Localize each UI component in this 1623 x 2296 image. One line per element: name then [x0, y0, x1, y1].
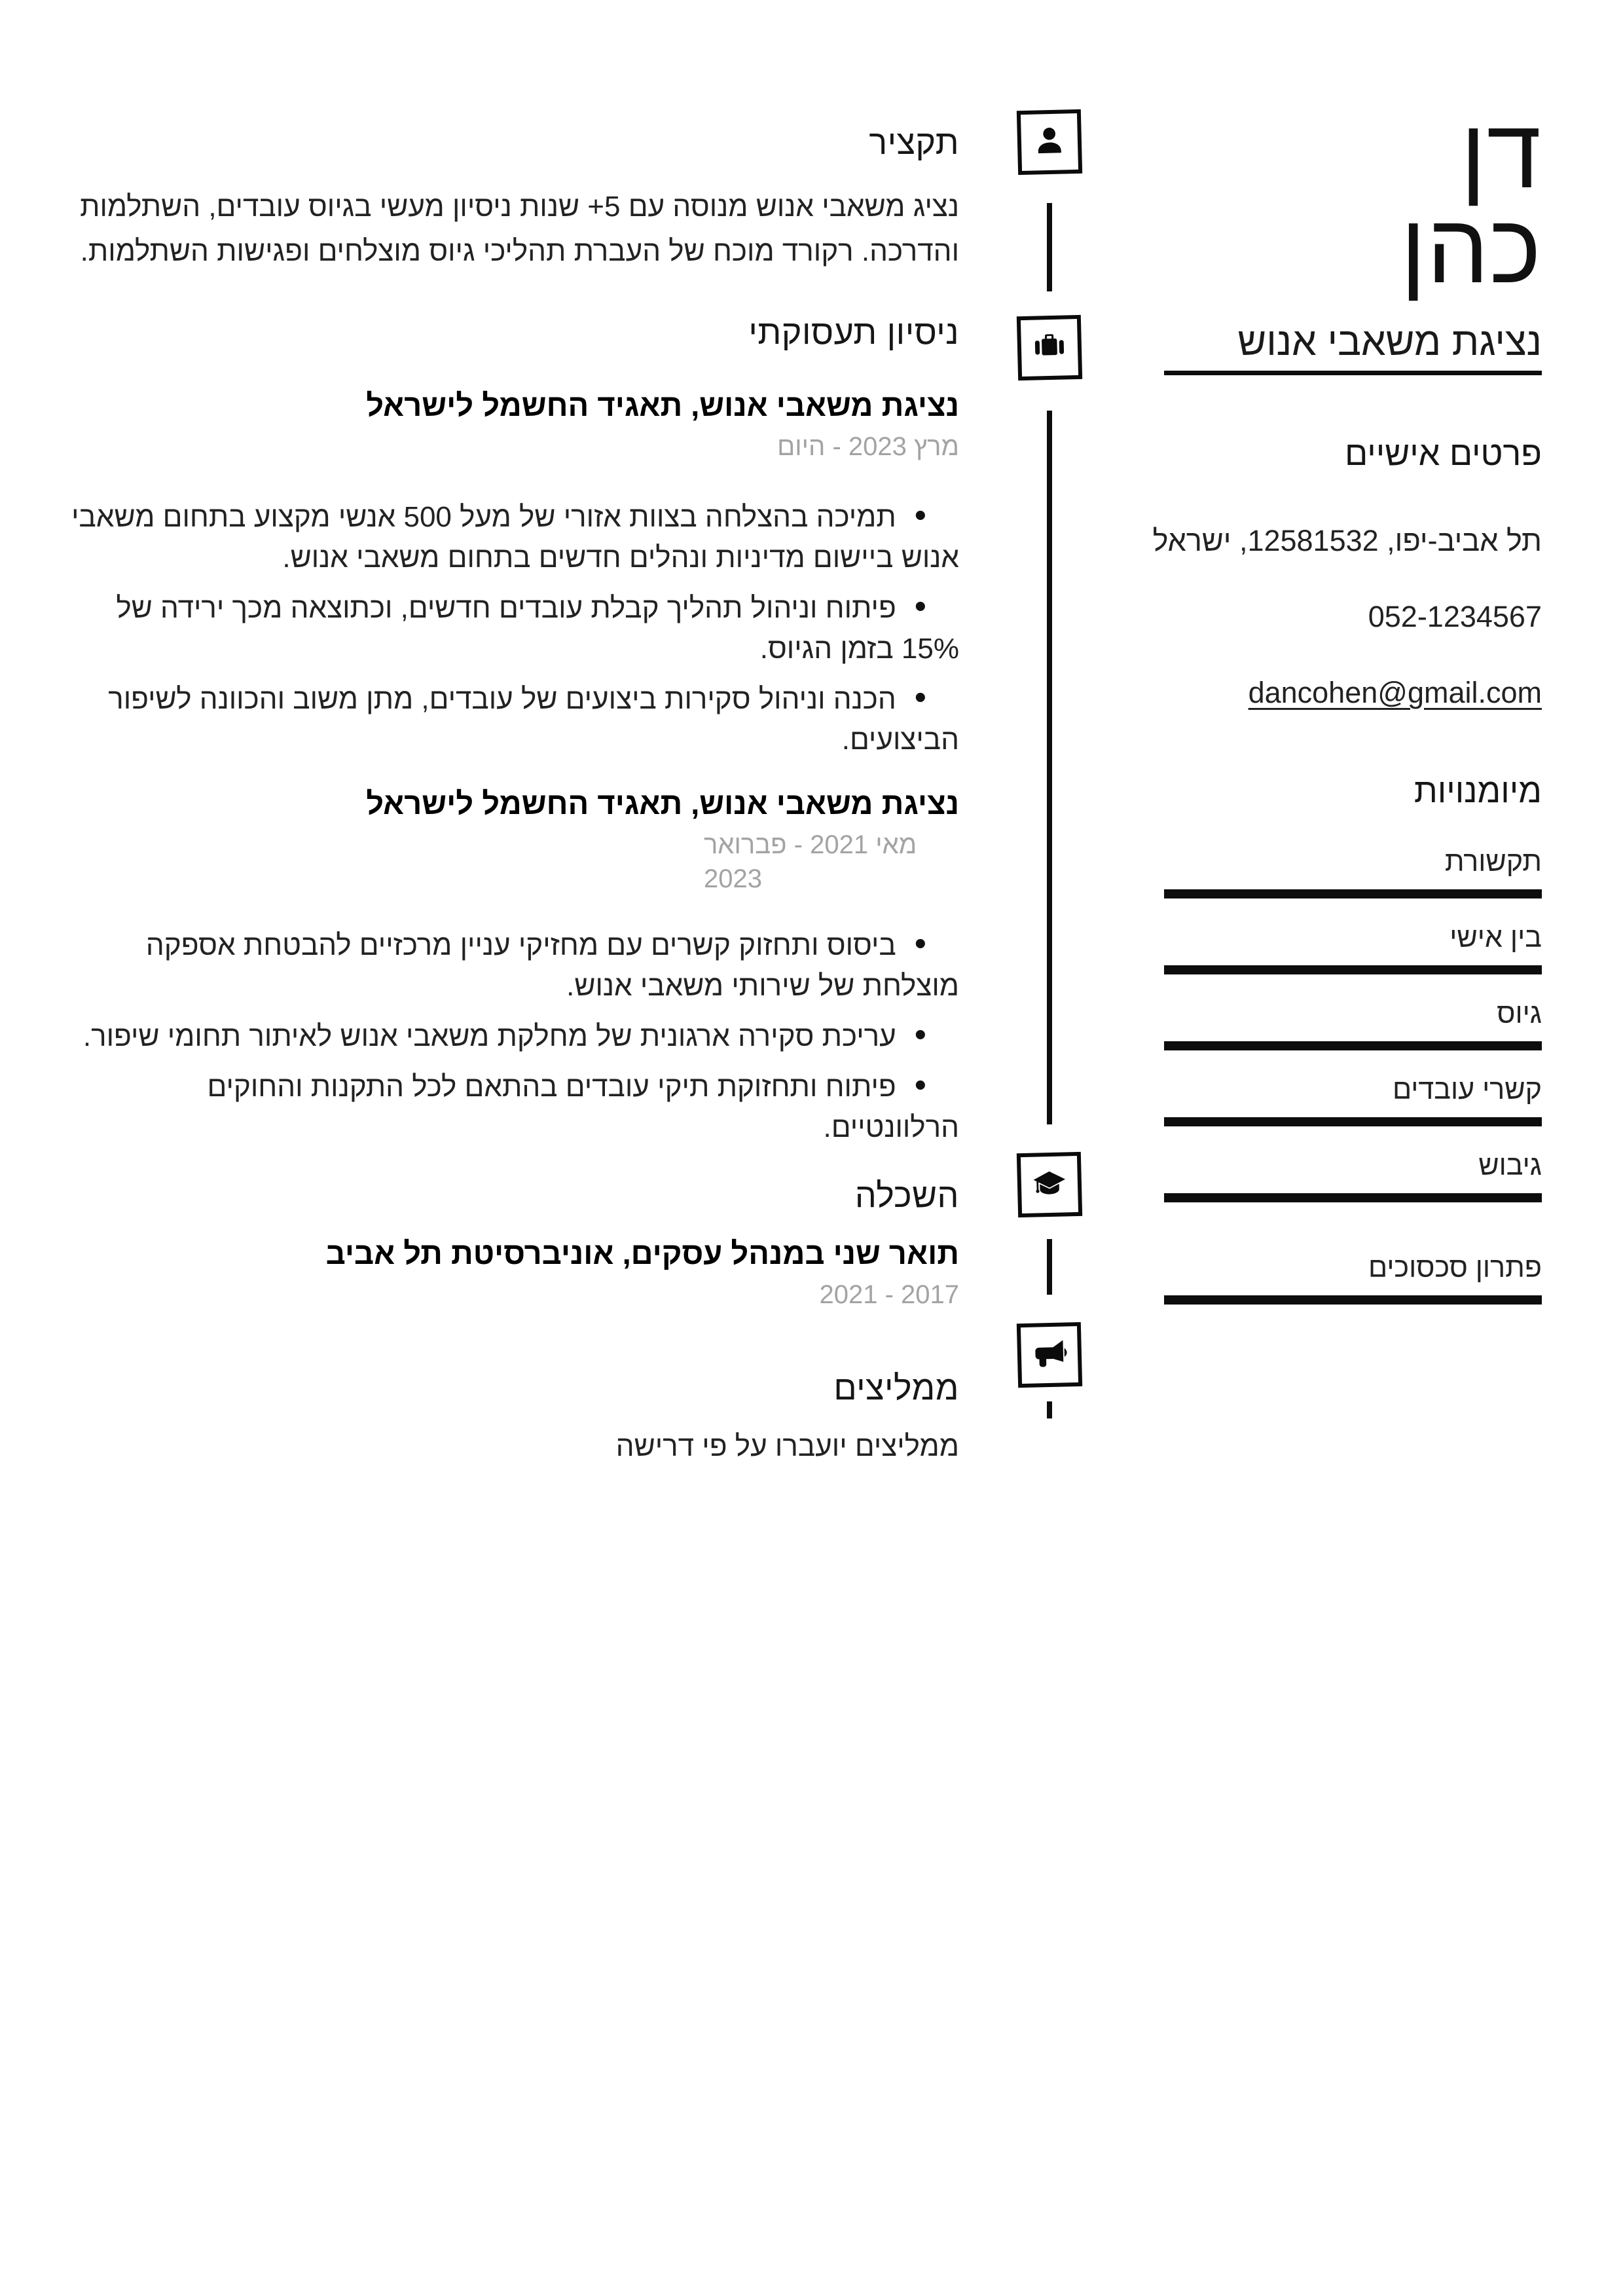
summary-header: תקציר [869, 124, 959, 162]
degree-title: תואר שני במנהל עסקים, אוניברסיטת תל אביב [325, 1236, 959, 1270]
person-icon [1030, 122, 1068, 162]
job-bullet: • עריכת סקירה ארגונית של מחלקת משאבי אנוש לאיתור תחומי שיפור. [65, 1014, 959, 1057]
education-entry [65, 1235, 959, 1312]
references-header: ממליצים [833, 1369, 959, 1407]
skill-label: פתרון סכסוכים [1368, 1252, 1542, 1284]
education-icon-box [1017, 1152, 1082, 1217]
job-bullet-list [65, 923, 959, 1148]
skill-label: קשרי עובדים [1392, 1074, 1542, 1105]
job-entry [65, 785, 959, 1156]
summary-text: נציג משאבי אנוש מנוסה עם 5+ שנות ניסיון מעשי בגיוס עובדים, השתלמות והדרכה. רקורד מוכח של העברת תהליכי גיוס מוצלחים ופגישות השתלמות. [80, 191, 959, 267]
skill-label: תקשורת [1444, 846, 1542, 878]
briefcase-icon [1030, 327, 1068, 368]
email-row [1164, 676, 1542, 710]
job-bullet: • הכנה וניהול סקירות ביצועים של עובדים, מתן משוב והכוונה לשיפור הביצועים. [65, 677, 959, 760]
last-name: כהן [1400, 193, 1542, 303]
name-block [1164, 98, 1542, 303]
personal-details-header: פרטים אישיים [1345, 435, 1542, 473]
job-entry [65, 386, 959, 768]
email-link[interactable]: dancohen@gmail.com [1248, 676, 1542, 709]
skill-item [1164, 1150, 1542, 1202]
job-title: נציגת משאבי אנוש, תאגיד החשמל לישראל [366, 786, 959, 821]
sidebar-divider [1164, 371, 1542, 375]
job-bullet: • תמיכה בהצלחה בצוות אזורי של מעל 500 אנשי מקצוע בתחום משאבי אנוש ביישום מדיניות ונהלים חדשים בתחום משאבי אנוש. [65, 495, 959, 578]
education-header: השכלה [854, 1177, 959, 1215]
skill-level-bar [1164, 965, 1542, 974]
address: תל אביב-יפו, 12581532, ישראל [1152, 524, 1542, 557]
graduation-cap-icon [1030, 1164, 1068, 1205]
skill-item [1164, 922, 1542, 974]
skills-list [1164, 846, 1542, 1328]
job-bullet-list [65, 495, 959, 760]
skill-level-bar [1164, 1193, 1542, 1202]
skill-level-bar [1164, 1041, 1542, 1050]
skill-item [1164, 998, 1542, 1050]
first-name: דן [1460, 98, 1542, 208]
person-title: נציגת משאבי אנוש [1237, 320, 1542, 363]
job-dates: מאי 2021 - פברואר 2023 [704, 830, 917, 893]
phone: 052-1234567 [1368, 600, 1542, 633]
job-bullet: • פיתוח וניהול תהליך קבלת עובדים חדשים, וכתוצאה מכך ירידה של 15% בזמן הגיוס. [65, 586, 959, 669]
skill-label: גיוס [1497, 998, 1542, 1029]
skill-level-bar [1164, 1295, 1542, 1305]
skills-header: מיומנויות [1413, 772, 1542, 810]
skill-level-bar [1164, 889, 1542, 898]
job-bullet: • ביסוס ותחזוק קשרים עם מחזיקי עניין מרכזיים להבטחת אספקה מוצלחת של שירותי משאבי אנוש. [65, 923, 959, 1007]
job-title: נציגת משאבי אנוש, תאגיד החשמל לישראל [366, 388, 959, 422]
skill-level-bar [1164, 1117, 1542, 1126]
summary-icon-box [1017, 109, 1082, 175]
job-bullet: • פיתוח ותחזוקת תיקי עובדים בהתאם לכל התקנות והחוקים הרלוונטיים. [65, 1065, 959, 1148]
timeline-segment [1047, 411, 1052, 1124]
timeline-segment [1047, 1401, 1052, 1418]
skill-item [1164, 1074, 1542, 1126]
references-text: ממליצים יועברו על פי דרישה [615, 1430, 959, 1462]
references-icon-box [1017, 1322, 1082, 1388]
experience-icon-box [1017, 315, 1082, 380]
skill-label: בין אישי [1450, 922, 1542, 954]
education-dates: 2017 - 2021 [819, 1280, 959, 1309]
megaphone-icon [1030, 1335, 1068, 1375]
experience-header: ניסיון תעסוקתי [748, 314, 959, 352]
skill-item [1164, 846, 1542, 898]
job-dates: מרץ 2023 - היום [777, 432, 959, 461]
skill-item [1164, 1252, 1542, 1305]
timeline-segment [1047, 203, 1052, 291]
skill-label: גיבוש [1478, 1150, 1542, 1181]
timeline-segment [1047, 1239, 1052, 1295]
